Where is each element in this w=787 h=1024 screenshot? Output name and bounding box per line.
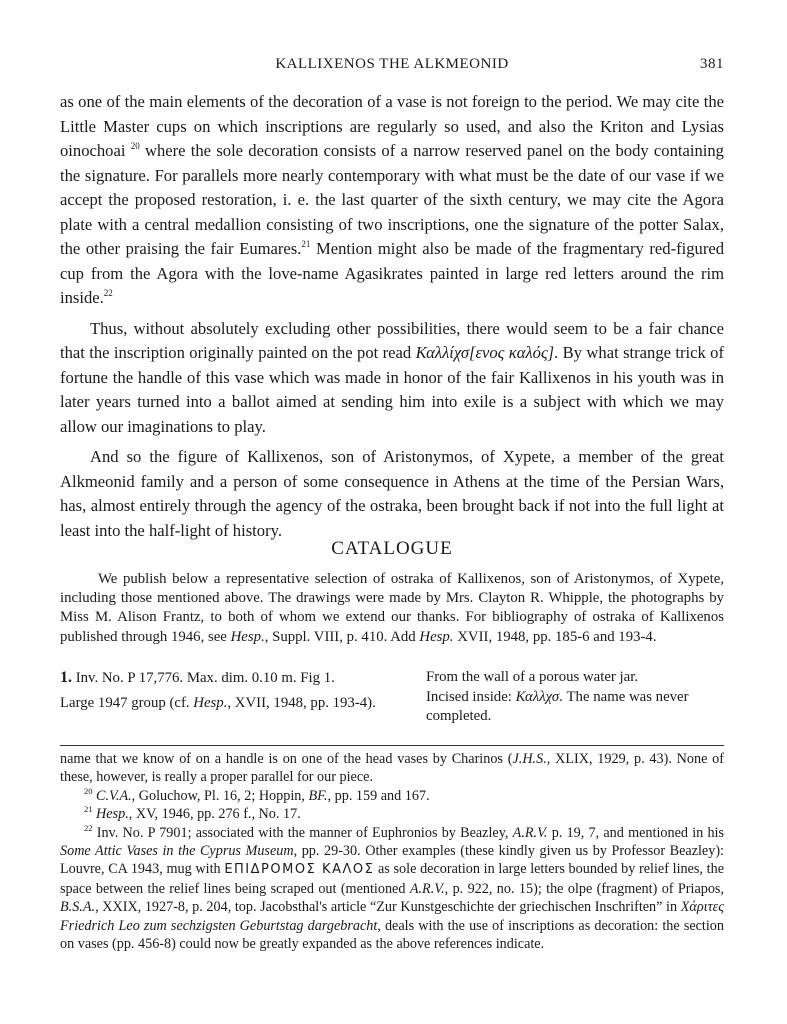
entry-right-column	[426, 668, 724, 727]
entry-group	[60, 694, 380, 714]
text-run-italic: A.R.V.	[409, 880, 445, 897]
text-run: , Suppl. VIII, p. 410. Add	[264, 628, 420, 645]
greek-incision: Καλλχσ	[515, 688, 560, 705]
entry-description: From the wall of a porous water jar.	[426, 669, 639, 685]
running-header	[60, 56, 724, 78]
text-run: Inv. No. P 7901; associated with the manner of Euphronios by Beazley,	[96, 824, 513, 841]
footnote-mark: 21	[84, 804, 93, 815]
text-run-italic: Hesp.	[193, 694, 228, 711]
vase-inscription: ΕΠΙΔΡΟΜΟΣ ΚΑΛΟΣ	[224, 862, 375, 878]
footnote-ref-20[interactable]: 20	[130, 141, 140, 151]
page-number: 381	[700, 56, 724, 72]
text-run: where the sole decoration consists of a narrow reserved panel on the body containing the signature. For parallels more nearly contemporary with what must be the date of our vase if we accept the proposed restoration, i. e. the last quarter of the sixth century, we may cite the Agora plate with a central medallion consisting of two inscriptions, one the signature of the potter Salax, the other praising the fair Eumares.	[60, 141, 724, 258]
text-run-italic: BF.	[308, 787, 328, 804]
footnote-20	[60, 787, 724, 805]
text-run: , p. 922, no. 15); the olpe (fragment) of Priapos,	[444, 880, 724, 897]
text-run: as sole decoration in large letters bounded by relief lines, the space between the relief lines being scraped out (mentioned	[60, 861, 724, 897]
catalogue-heading: CATALOGUE	[331, 538, 453, 559]
paragraph-2	[60, 317, 724, 440]
text-run-italic: J.H.S.	[512, 751, 547, 767]
entry-left-column	[60, 668, 380, 713]
text-run: . By what strange trick of fortune the handle of this vase which was made in honor of the fair Kallixenos in his youth was in later years turned into a ballot aimed at sending him into exile is a subject with which we may allow our imaginations to play.	[60, 343, 724, 436]
text-run: XVII, 1948, pp. 185-6 and 193-4.	[453, 628, 657, 645]
text-run: , pp. 159 and 167.	[327, 787, 430, 804]
text-run: Thus, without absolutely excluding other possibilities, there would seem to be a fair chance that the inscription originally painted on the pot read	[60, 318, 724, 362]
footnote-mark: 20	[84, 785, 93, 796]
text-run: name that we know of on a handle is on one of the head vases by Charinos (	[60, 751, 513, 767]
document-page	[60, 0, 724, 1024]
footnote-ref-22[interactable]: 22	[103, 288, 113, 298]
text-run-italic: C.V.A.	[96, 787, 132, 804]
footnote-continued	[60, 750, 724, 787]
text-run: We publish below a representative selection of ostraka of Kallixenos, son of Aristonymos, of Xypete, including those mentioned above. The drawings were made by Mrs. Clayton R. Whipple, the photographs by Miss M. Alison Frantz, to both of whom we extend our thanks. For bibliography of ostraka of Kallixenos published through 1946, see	[60, 571, 724, 645]
catalogue-intro	[60, 570, 724, 647]
entry-inscription	[426, 688, 724, 727]
paragraph-3: And so the figure of Kallixenos, son of Aristonymos, of Xypete, a member of the great Alkmeonid family and a person of some consequence in Athens at the time of the Persian Wars, has, almost entirely through the agency of the ostraka, been brought back if not into the full light at least into the half-light of history.	[60, 447, 724, 540]
footnote-ref-21[interactable]: 21	[301, 239, 311, 249]
footnotes	[60, 745, 724, 953]
text-run: . The name was never completed.	[426, 688, 689, 724]
text-run: , deals with the use of inscriptions as decoration: the section on vases (pp. 456-8) could now be greatly expanded as the above references indicate.	[60, 917, 724, 953]
text-run: , XXIX, 1927-8, p. 204, top. Jacobsthal's article “Zur Kunstgeschichte der griechischen Inschriften” in	[95, 899, 681, 916]
text-run-italic: B.S.A.	[60, 899, 96, 916]
footnote-21	[60, 805, 724, 823]
footnote-mark: 22	[84, 822, 93, 833]
paragraph-1	[60, 90, 724, 311]
text-run-italic: Hesp.	[419, 628, 454, 645]
text-run-italic: Χάριτες Friedrich Leo zum sechzigsten Geburtstag dargebracht	[60, 899, 724, 934]
text-run: , XLIX, 1929, p. 43). None of these, however, is really a proper parallel for our piece.	[60, 751, 724, 786]
footnote-22	[60, 824, 724, 954]
entry-number: 1.	[60, 669, 72, 686]
text-run-italic: A.R.V.	[512, 824, 548, 841]
text-run: as one of the main elements of the decoration of a vase is not foreign to the period. We may cite the Little Master cups on which inscriptions are regularly so used, and also the Kriton and Lysias oinochoai	[60, 92, 724, 160]
text-run: Large 1947 group (cf.	[60, 694, 194, 711]
text-run: p. 19, 7, and mentioned in his	[547, 824, 725, 841]
text-run-italic: Some Attic Vases in the Cyprus Museum	[60, 843, 294, 860]
text-run: , XV, 1946, pp. 276 f., No. 17.	[128, 806, 301, 823]
text-run: , Goluchow, Pl. 16, 2; Hoppin,	[131, 787, 309, 804]
text-run: Incised inside:	[426, 688, 516, 705]
text-run-italic: Hesp.	[96, 806, 129, 823]
entry-inventory: Inv. No. P 17,776. Max. dim. 0.10 m. Fig 1.	[75, 670, 335, 686]
text-run: Mention might also be made of the fragmentary red-figured cup from the Agora with the love-name Agasikrates painted in large red letters around the rim inside.	[60, 239, 725, 307]
text-run-italic: Hesp.	[230, 628, 265, 645]
running-title: KALLIXENOS THE ALKMEONID	[275, 56, 509, 72]
text-run: , pp. 29-30. Other examples (these kindly given us by Professor Beazley): Louvre, CA 1943, mug with	[60, 843, 724, 878]
main-text	[60, 90, 724, 543]
text-run: , XVII, 1948, pp. 193-4).	[227, 694, 376, 711]
greek-restoration: Καλλίχσ[ενος καλός]	[415, 343, 555, 362]
